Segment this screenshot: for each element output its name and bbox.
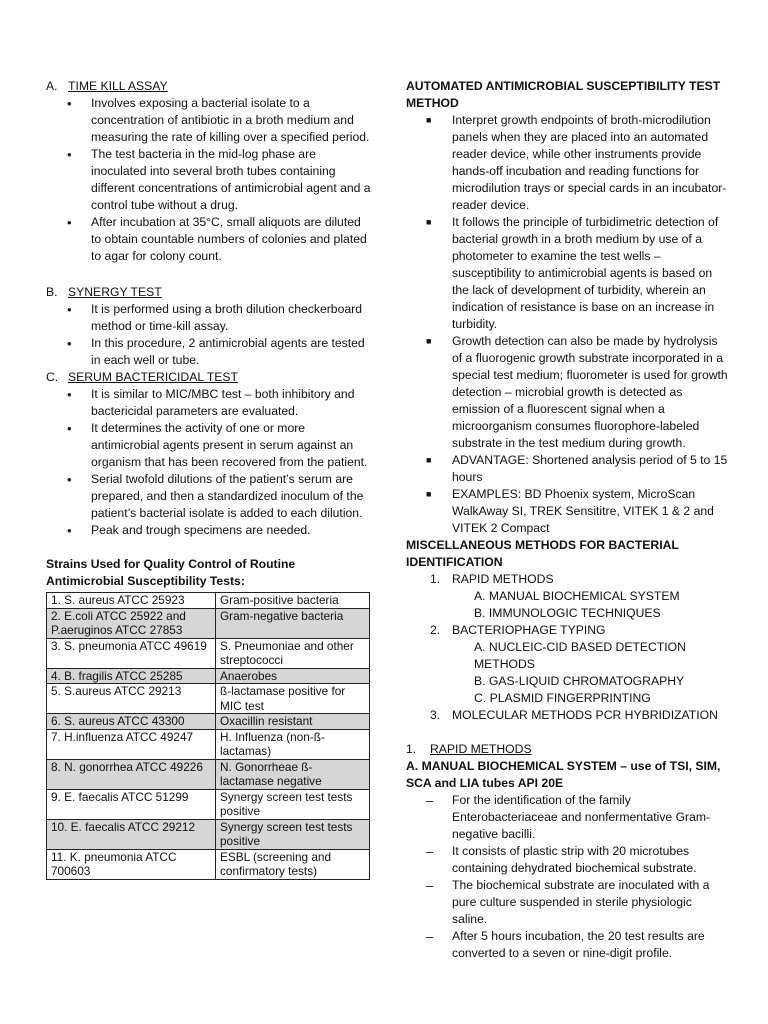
list-item: ■ EXAMPLES: BD Phoenix system, MicroScan WalkAway SI, TREK Sensititre, VITEK 1 & 2 and VITEK 2 Compact [406, 486, 728, 537]
item-label: BACTERIOPHAGE TYPING [452, 623, 606, 637]
section-letter: B. [46, 285, 58, 299]
section-title: SERUM BACTERICIDAL TEST [68, 370, 238, 384]
sub-item: C. PLASMID FINGERPRINTING [474, 691, 651, 705]
item-label: MOLECULAR METHODS PCR HYBRIDIZATION [452, 708, 718, 722]
table-row [47, 759, 370, 789]
misc-heading: MISCELLANEOUS METHODS FOR BACTERIAL IDENTIFICATION [406, 538, 679, 569]
section-number: 1. [406, 742, 417, 756]
use-cell: Oxacillin resistant [216, 714, 370, 730]
table-row [47, 714, 370, 730]
item-label: RAPID METHODS [452, 572, 554, 586]
list-item: • Serial twofold dilutions of the patient’s serum are prepared, and then a standardized inoculum of the patient’s bacterial isolate is added to each dilution. [46, 471, 372, 522]
synergy-bullets [46, 301, 372, 369]
list-item [406, 571, 728, 588]
strain-cell: 6. S. aureus ATCC 43300 [47, 714, 216, 730]
table-row [47, 668, 370, 684]
table-row [47, 729, 370, 759]
table-row [47, 593, 370, 609]
sub-item: B. IMMUNOLOGIC TECHNIQUES [474, 606, 661, 620]
list-item: – After 5 hours incubation, the 20 test results are converted to a seven or nine-digit profile. [406, 928, 728, 962]
sub-item: B. GAS-LIQUID CHROMATOGRAPHY [474, 674, 685, 688]
strain-cell: 5. S.aureus ATCC 29213 [47, 684, 216, 714]
list-item: – For the identification of the family Enterobacteriaceae and nonfermentative Gram-negative bacilli. [406, 792, 728, 843]
section-serum-heading [46, 369, 372, 386]
table-row [47, 849, 370, 879]
strains-heading: Strains Used for Quality Control of Routine Antimicrobial Susceptibility Tests: [46, 557, 296, 588]
table-row [47, 608, 370, 638]
table-row [47, 789, 370, 819]
rapid-methods-heading [406, 741, 728, 758]
item-number: 2. [430, 623, 441, 637]
strain-cell: 9. E. faecalis ATCC 51299 [47, 789, 216, 819]
section-synergy-heading [46, 284, 372, 301]
strain-cell: 4. B. fragilis ATCC 25285 [47, 668, 216, 684]
strain-cell: 2. E.coli ATCC 25922 and P.aeruginos ATCC 27853 [47, 608, 216, 638]
section-letter: C. [46, 370, 59, 384]
list-item: • It determines the activity of one or more antimicrobial agents present in serum against an organism that has been recovered from the patient. [46, 420, 372, 471]
automated-heading: AUTOMATED ANTIMICROBIAL SUSCEPTIBILITY TEST METHOD [406, 79, 721, 110]
strain-cell: 11. K. pneumonia ATCC 700603 [47, 849, 216, 879]
list-item: – It consists of plastic strip with 20 microtubes containing dehydrated biochemical substrate. [406, 843, 728, 877]
right-column [406, 78, 728, 962]
list-item: ■ It follows the principle of turbidimetric detection of bacterial growth in a broth medium by use of a photometer to examine the test wells – susceptibility to antimicrobial agents is based on the lack of development of turbidity, wherein an indication of resistance is base on an increase in turbidity. [406, 214, 728, 333]
table-row [47, 638, 370, 668]
time-kill-bullets [46, 95, 372, 265]
list-item: • It is similar to MIC/MBC test – both inhibitory and bactericidal parameters are evaluated. [46, 386, 372, 420]
use-cell: ESBL (screening and confirmatory tests) [216, 849, 370, 879]
manual-system-heading: A. MANUAL BIOCHEMICAL SYSTEM – use of TSI, SIM, SCA and LIA tubes API 20E [406, 759, 721, 790]
strain-cell: 3. S. pneumonia ATCC 49619 [47, 638, 216, 668]
use-cell: N. Gonorrheae ß-lactamase negative [216, 759, 370, 789]
item-number: 3. [430, 708, 441, 722]
use-cell: S. Pneumoniae and other streptococci [216, 638, 370, 668]
list-item: • The test bacteria in the mid-log phase are inoculated into several broth tubes containing different concentrations of antimicrobial agent and a control tube without a drug. [46, 146, 372, 214]
use-cell: Gram-positive bacteria [216, 593, 370, 609]
use-cell: ß-lactamase positive for MIC test [216, 684, 370, 714]
list-item: ■ Interpret growth endpoints of broth-microdilution panels when they are placed into an automated reader device, while other instruments provide hands-off incubation and reading functions for microdilution trays or special cards in an incubator-reader device. [406, 112, 728, 214]
section-title: RAPID METHODS [430, 742, 532, 756]
table-row [47, 819, 370, 849]
left-column [46, 78, 372, 880]
strain-cell: 7. H.influenza ATCC 49247 [47, 729, 216, 759]
item-number: 1. [430, 572, 441, 586]
sub-item: A. MANUAL BIOCHEMICAL SYSTEM [474, 589, 680, 603]
strain-cell: 1. S. aureus ATCC 25923 [47, 593, 216, 609]
manual-system-bullets [406, 792, 728, 962]
list-item: • It is performed using a broth dilution checkerboard method or time-kill assay. [46, 301, 372, 335]
list-item: • In this procedure, 2 antimicrobial agents are tested in each well or tube. [46, 335, 372, 369]
list-item: • Involves exposing a bacterial isolate to a concentration of antibiotic in a broth medium and measuring the rate of killing over a specified period. [46, 95, 372, 146]
use-cell: Synergy screen test tests positive [216, 789, 370, 819]
list-item: • After incubation at 35°C, small aliquots are diluted to obtain countable numbers of colonies and plated to agar for colony count. [46, 214, 372, 265]
list-item [406, 622, 728, 639]
section-time-kill-heading [46, 78, 372, 95]
use-cell: Gram-negative bacteria [216, 608, 370, 638]
misc-list [406, 571, 728, 724]
list-item [406, 707, 728, 724]
use-cell: Synergy screen test tests positive [216, 819, 370, 849]
use-cell: Anaerobes [216, 668, 370, 684]
section-title: SYNERGY TEST [68, 285, 162, 299]
list-item: ■ Growth detection can also be made by hydrolysis of a fluorogenic growth substrate incorporated in a special test medium; fluorometer is used for growth detection – microbial growth is detected as emission of a fluorescent signal when a microorganism consumes fluorophore-labeled substrate in the test medium during growth. [406, 333, 728, 452]
list-item: • Peak and trough specimens are needed. [46, 522, 372, 539]
section-title: TIME KILL ASSAY [68, 79, 168, 93]
list-item: ■ ADVANTAGE: Shortened analysis period of 5 to 15 hours [406, 452, 728, 486]
strain-cell: 8. N. gonorrhea ATCC 49226 [47, 759, 216, 789]
list-item: – The biochemical substrate are inoculated with a pure culture suspended in sterile physiologic saline. [406, 877, 728, 928]
strains-table [46, 592, 370, 880]
section-letter: A. [46, 79, 58, 93]
table-row [47, 684, 370, 714]
automated-bullets [406, 112, 728, 537]
use-cell: H. Influenza (non-ß-lactamas) [216, 729, 370, 759]
serum-bullets [46, 386, 372, 539]
strain-cell: 10. E. faecalis ATCC 29212 [47, 819, 216, 849]
sub-item: A. NUCLEIC-CID BASED DETECTION METHODS [474, 640, 686, 671]
